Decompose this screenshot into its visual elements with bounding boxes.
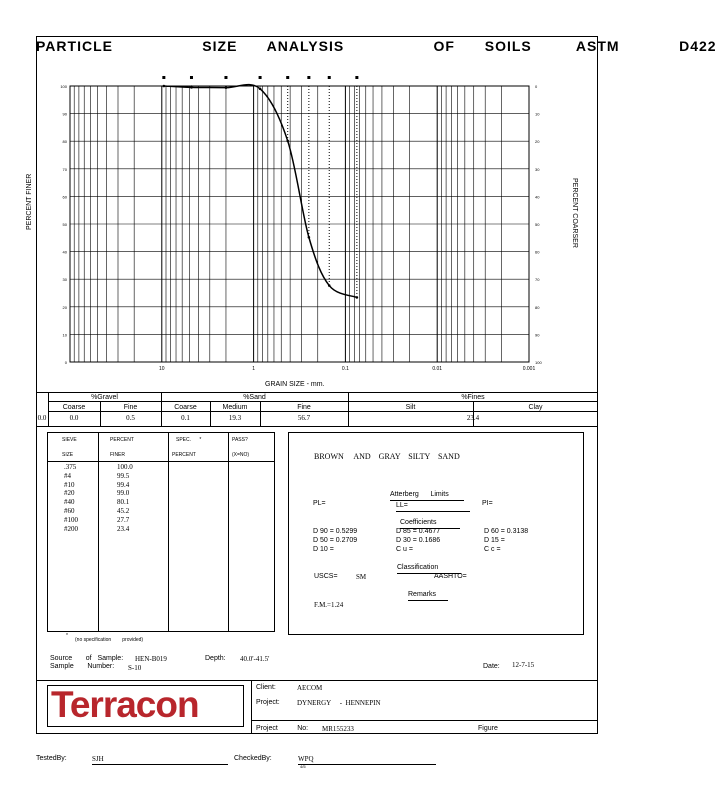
cobbles-value: 0.0 (37, 414, 47, 422)
data-point (163, 85, 166, 88)
sieve-tag (162, 76, 165, 79)
sieve-header: SIEVE (62, 437, 77, 443)
size-subheader: SIZE (62, 452, 74, 458)
percent-finer: 27.7 (117, 515, 130, 524)
source-value: HEN-B019 (135, 655, 167, 663)
fineness-modulus: F.M.=1.24 (314, 601, 344, 609)
pl-label: PL= (313, 500, 326, 507)
chart-grid (70, 86, 529, 362)
client-value: AECOM (297, 684, 323, 692)
soil-description: BROWN AND GRAY SILTY SAND (314, 452, 460, 461)
y-tick-label-right: 80 (535, 304, 540, 310)
report-title: PARTICLE SIZE ANALYSIS OF SOILS ASTM D422 (36, 38, 717, 54)
sieve-tag (224, 76, 227, 79)
d50: D 50 = 0.2709 (313, 537, 358, 544)
y-tick-label-left: 80 (62, 139, 67, 145)
fraction-value: 56.7 (297, 414, 311, 422)
sieve-table (47, 432, 275, 632)
y-tick-label-right: 10 (535, 111, 540, 117)
data-point (356, 296, 359, 299)
aashto-label: AASHTO= (434, 573, 467, 580)
data-point (286, 140, 289, 143)
atterberg-title: Atterberg Limits (390, 491, 449, 498)
percent-finer: 99.5 (117, 471, 130, 480)
y-tick-label-left: 70 (62, 166, 67, 172)
fraction-value: 23.4 (466, 414, 480, 422)
ll-label: LL= (396, 502, 408, 509)
data-point (308, 236, 311, 239)
page-number: 4/5 (300, 764, 306, 769)
project-label: Project: (256, 699, 280, 706)
sieve-size: #200 (64, 524, 78, 533)
sieve-markers (162, 76, 358, 295)
x-axis-label: GRAIN SIZE - mm. (265, 381, 325, 388)
y-axis-label-right: PERCENT COARSER (571, 178, 578, 248)
fraction-value: 0.0 (69, 414, 79, 422)
percent-subheader: PERCENT (172, 452, 196, 458)
y-tick-label-left: 10 (62, 332, 67, 338)
tested-by-value: SJH (92, 755, 104, 763)
sand-group-header: %Sand (243, 394, 266, 401)
gravel-group-header: %Gravel (91, 394, 118, 401)
footnote: (no specification provided) (75, 637, 144, 643)
remarks-title: Remarks (408, 591, 437, 598)
y-tick-label-left: 60 (62, 194, 67, 200)
tested-by-label: TestedBy: (36, 755, 67, 762)
fraction-value: 19.3 (228, 414, 242, 422)
fraction-value: 0.5 (126, 414, 135, 422)
sand-coarse-header: Coarse (174, 404, 197, 411)
cc: C c = (484, 546, 501, 553)
d85: D 85 = 0.4677 (396, 528, 441, 535)
percent-finer: 23.4 (117, 524, 130, 533)
sieve-tag (190, 76, 193, 79)
gravel-coarse-header: Coarse (62, 404, 86, 411)
y-tick-label-left: 30 (62, 277, 67, 283)
sieve-size: #4 (64, 471, 71, 480)
percent-finer: 100.0 (117, 463, 133, 471)
footnote-star: * (66, 633, 68, 639)
y-tick-label-left: 0 (64, 360, 67, 365)
sieve-size: #40 (64, 498, 75, 507)
spec-header: SPEC. * (176, 437, 202, 443)
y-tick-label-left: 20 (62, 304, 67, 310)
uscs-label: USCS= (314, 573, 338, 580)
y-tick-label-right: 50 (535, 222, 540, 227)
d10: D 10 = (313, 546, 334, 553)
data-point (225, 86, 228, 89)
x-tick-label: 0.001 (522, 366, 536, 372)
d15: D 15 = (484, 537, 505, 544)
y-tick-label-left: 40 (62, 249, 67, 255)
sample-number-value: S-10 (128, 664, 142, 672)
x-tick-label: 0.01 (432, 366, 443, 372)
y-tick-label-left: 100 (60, 84, 67, 89)
depth-value: 40.0'-41.5' (240, 655, 270, 663)
y-tick-label-left: 50 (62, 222, 67, 227)
fraction-value: 0.1 (181, 414, 190, 422)
date-value: 12-7-15 (512, 661, 535, 669)
classification-title: Classification (397, 564, 439, 571)
clay-header: Clay (528, 404, 543, 411)
project-no-label: Project No: (256, 725, 309, 732)
sample-number-label: Sample Number: (50, 663, 115, 670)
d60: D 60 = 0.3138 (484, 528, 529, 535)
xno-subheader: (X=NO) (232, 452, 250, 458)
sieve-size: #10 (64, 480, 75, 489)
d90: D 90 = 0.5299 (313, 528, 358, 535)
sieve-size: .375 (64, 463, 77, 471)
d30: D 30 = 0.1686 (396, 537, 441, 544)
y-tick-label-right: 40 (535, 194, 540, 200)
percent-header: PERCENT (110, 437, 134, 443)
sieve-size: #100 (64, 515, 78, 524)
y-tick-label-right: 90 (535, 332, 540, 338)
y-tick-label-right: 0 (535, 84, 538, 89)
percent-finer: 99.4 (117, 480, 130, 489)
percent-finer: 45.2 (117, 507, 130, 515)
coefficients-title: Coefficients (400, 519, 437, 526)
pi-label: PI= (482, 500, 493, 507)
data-point (328, 284, 331, 287)
terracon-logo: Terracon (51, 684, 199, 725)
data-point (259, 87, 262, 90)
x-tick-label: 1 (252, 366, 255, 372)
pass-header: PASS? (232, 437, 248, 443)
x-tick-label: 0.1 (341, 366, 349, 372)
y-tick-label-right: 70 (535, 277, 540, 283)
sieve-tag (286, 76, 289, 79)
finer-subheader: FINER (110, 452, 125, 458)
sand-medium-header: Medium (222, 404, 248, 411)
client-label: Client: (256, 684, 276, 691)
data-point (190, 86, 193, 89)
project-value: DYNERGY - HENNEPIN (297, 699, 381, 707)
sieve-tag (307, 76, 310, 79)
project-no-value: MR155233 (322, 725, 354, 733)
checked-by-value: WPQ (298, 755, 314, 763)
y-tick-label-right: 20 (535, 139, 540, 145)
sieve-tag (355, 76, 358, 79)
percent-finer: 99.0 (117, 489, 130, 498)
uscs-value: SM (356, 573, 367, 581)
x-tick-label: 10 (159, 366, 165, 372)
sieve-tag (328, 76, 331, 79)
fines-group-header: %Fines (461, 394, 485, 401)
y-tick-label-right: 100 (535, 360, 542, 365)
sieve-size: #20 (64, 489, 75, 498)
sieve-tag (259, 76, 262, 79)
gradation-curve (164, 85, 357, 298)
y-axis-label-left: PERCENT FINER (26, 173, 33, 230)
y-tick-label-right: 30 (535, 166, 540, 172)
cu: C u = (396, 546, 413, 553)
checked-by-label: CheckedBy: (234, 755, 272, 762)
silt-header: Silt (405, 404, 416, 411)
date-label: Date: (483, 663, 500, 670)
figure-label: Figure (478, 725, 498, 732)
depth-label: Depth: (205, 655, 226, 662)
source-label: Source of Sample: (50, 655, 124, 662)
sieve-size: #60 (64, 507, 75, 515)
percent-finer: 80.1 (117, 498, 130, 507)
sand-fine-header: Fine (297, 404, 311, 411)
y-tick-label-right: 60 (535, 249, 540, 255)
y-tick-label-left: 90 (62, 111, 67, 117)
gravel-fine-header: Fine (123, 404, 138, 411)
